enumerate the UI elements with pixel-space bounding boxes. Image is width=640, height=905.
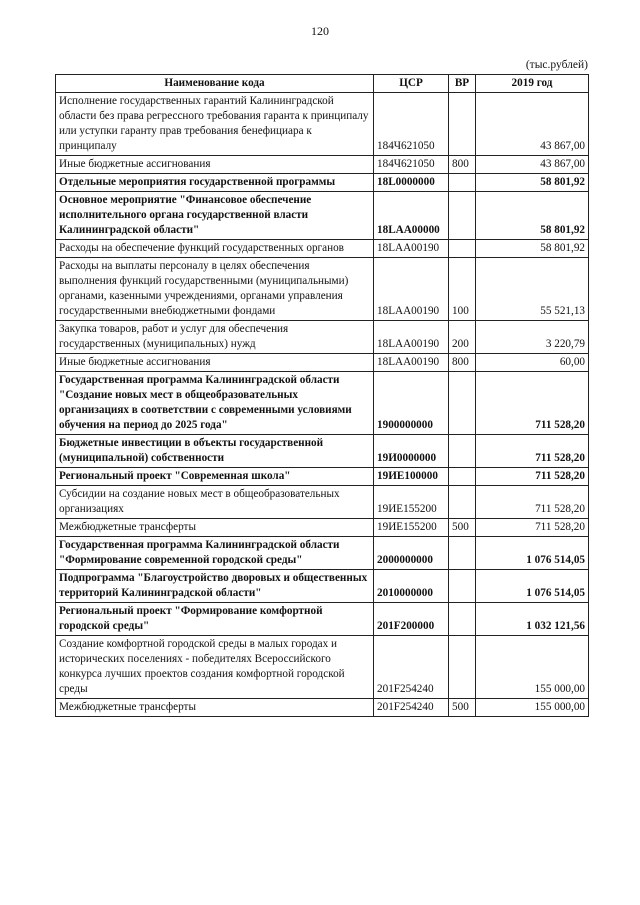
row-name-cell: Подпрограмма "Благоустройство дворовых и общественных территорий Калининградской области" <box>56 570 374 603</box>
table-row <box>56 435 589 468</box>
row-vr-cell <box>449 93 476 156</box>
row-csr-cell: 18LAA00190 <box>374 321 449 354</box>
row-name-cell: Субсидии на создание новых мест в общеобразовательных организациях <box>56 486 374 519</box>
row-value-cell: 155 000,00 <box>476 636 589 699</box>
row-name-cell: Иные бюджетные ассигнования <box>56 354 374 372</box>
table-row <box>56 603 589 636</box>
row-value-cell: 55 521,13 <box>476 258 589 321</box>
table-row <box>56 468 589 486</box>
row-value-cell: 155 000,00 <box>476 699 589 717</box>
row-name-cell: Создание комфортной городской среды в малых городах и исторических поселениях - победителях Всероссийского конкурса лучших проектов создания комфортной городской среды <box>56 636 374 699</box>
row-value-cell: 60,00 <box>476 354 589 372</box>
row-csr-cell: 1900000000 <box>374 372 449 435</box>
row-vr-cell: 800 <box>449 156 476 174</box>
table-row <box>56 570 589 603</box>
row-name-cell: Региональный проект "Формирование комфортной городской среды" <box>56 603 374 636</box>
table-header-row <box>56 75 589 93</box>
row-value-cell: 1 076 514,05 <box>476 537 589 570</box>
header-vr: ВР <box>449 75 476 93</box>
row-vr-cell <box>449 240 476 258</box>
row-csr-cell: 19ИЕ155200 <box>374 486 449 519</box>
row-name-cell: Расходы на выплаты персоналу в целях обеспечения выполнения функций государственными (муниципальными) органами, казенными учреждениями, органами управления государственными внебюджетными фондами <box>56 258 374 321</box>
row-vr-cell: 500 <box>449 699 476 717</box>
table-row <box>56 93 589 156</box>
row-csr-cell: 2000000000 <box>374 537 449 570</box>
row-name-cell: Отдельные мероприятия государственной программы <box>56 174 374 192</box>
row-value-cell: 1 032 121,56 <box>476 603 589 636</box>
row-csr-cell: 18LAA00190 <box>374 240 449 258</box>
row-value-cell: 711 528,20 <box>476 372 589 435</box>
row-csr-cell: 19ИЕ155200 <box>374 519 449 537</box>
row-name-cell: Расходы на обеспечение функций государственных органов <box>56 240 374 258</box>
row-csr-cell: 201F254240 <box>374 699 449 717</box>
row-vr-cell <box>449 486 476 519</box>
row-name-cell: Межбюджетные трансферты <box>56 519 374 537</box>
row-csr-cell: 18L0000000 <box>374 174 449 192</box>
row-value-cell: 58 801,92 <box>476 174 589 192</box>
row-value-cell: 58 801,92 <box>476 192 589 240</box>
row-vr-cell <box>449 537 476 570</box>
page-number: 120 <box>311 24 329 38</box>
row-name-cell: Межбюджетные трансферты <box>56 699 374 717</box>
row-vr-cell <box>449 435 476 468</box>
row-csr-cell: 19И0000000 <box>374 435 449 468</box>
row-value-cell: 711 528,20 <box>476 468 589 486</box>
row-value-cell: 711 528,20 <box>476 435 589 468</box>
row-csr-cell: 18LAA00190 <box>374 354 449 372</box>
row-value-cell: 3 220,79 <box>476 321 589 354</box>
row-vr-cell: 500 <box>449 519 476 537</box>
table-row <box>56 174 589 192</box>
header-year: 2019 год <box>476 75 589 93</box>
table-row <box>56 372 589 435</box>
table-row <box>56 156 589 174</box>
row-csr-cell: 18LAA00000 <box>374 192 449 240</box>
row-csr-cell: 18LAA00190 <box>374 258 449 321</box>
row-vr-cell: 100 <box>449 258 476 321</box>
row-value-cell: 711 528,20 <box>476 486 589 519</box>
row-csr-cell: 184Ч621050 <box>374 156 449 174</box>
row-csr-cell: 2010000000 <box>374 570 449 603</box>
row-value-cell: 43 867,00 <box>476 156 589 174</box>
row-name-cell: Исполнение государственных гарантий Калининградской области без права регрессного требования гаранта к принципалу или уступки гаранту прав требования бенефициара к принципалу <box>56 93 374 156</box>
row-vr-cell <box>449 468 476 486</box>
row-name-cell: Бюджетные инвестиции в объекты государственной (муниципальной) собственности <box>56 435 374 468</box>
row-vr-cell <box>449 570 476 603</box>
row-name-cell: Закупка товаров, работ и услуг для обеспечения государственных (муниципальных) нужд <box>56 321 374 354</box>
row-vr-cell <box>449 174 476 192</box>
row-csr-cell: 184Ч621050 <box>374 93 449 156</box>
row-name-cell: Государственная программа Калининградской области "Формирование современной городской среды" <box>56 537 374 570</box>
row-vr-cell <box>449 603 476 636</box>
row-value-cell: 1 076 514,05 <box>476 570 589 603</box>
row-vr-cell: 200 <box>449 321 476 354</box>
table-row <box>56 240 589 258</box>
budget-table <box>55 74 589 717</box>
table-row <box>56 486 589 519</box>
row-vr-cell <box>449 636 476 699</box>
row-vr-cell <box>449 192 476 240</box>
row-name-cell: Основное мероприятие "Финансовое обеспечение исполнительного органа государственной власти Калининградской области" <box>56 192 374 240</box>
table-row <box>56 258 589 321</box>
units-note: (тыс.рублей) <box>525 59 588 71</box>
row-csr-cell: 201F254240 <box>374 636 449 699</box>
table-row <box>56 192 589 240</box>
table-body <box>56 93 589 717</box>
row-value-cell: 43 867,00 <box>476 93 589 156</box>
header-name: Наименование кода <box>56 75 374 93</box>
row-csr-cell: 201F200000 <box>374 603 449 636</box>
row-vr-cell: 800 <box>449 354 476 372</box>
row-value-cell: 58 801,92 <box>476 240 589 258</box>
table-row <box>56 519 589 537</box>
row-value-cell: 711 528,20 <box>476 519 589 537</box>
header-csr: ЦСР <box>374 75 449 93</box>
table-row <box>56 699 589 717</box>
table-row <box>56 636 589 699</box>
row-name-cell: Иные бюджетные ассигнования <box>56 156 374 174</box>
row-csr-cell: 19ИЕ100000 <box>374 468 449 486</box>
row-name-cell: Государственная программа Калининградской области "Создание новых мест в общеобразовательных организациях в соответствии с современными условиями обучения на период до 2025 года" <box>56 372 374 435</box>
row-name-cell: Региональный проект "Современная школа" <box>56 468 374 486</box>
table-row <box>56 354 589 372</box>
table-row <box>56 537 589 570</box>
row-vr-cell <box>449 372 476 435</box>
table-row <box>56 321 589 354</box>
